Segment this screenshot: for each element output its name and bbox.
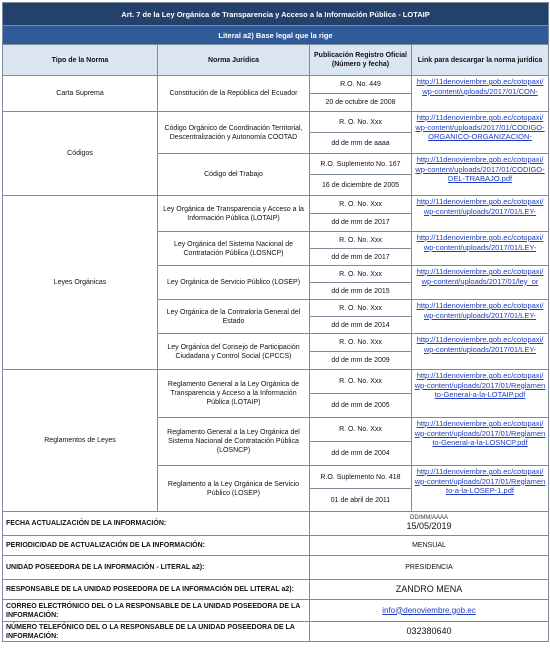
- publicacion-fecha: dd de mm de 2014: [310, 317, 412, 334]
- publicacion-numero: R. O. No. Xxx: [310, 112, 412, 133]
- publicacion-numero: R. O. No. Xxx: [310, 418, 412, 442]
- fecha-format-hint: DD/MM/AAAA: [409, 515, 448, 521]
- publicacion-fecha: dd de mm de aaaa: [310, 133, 412, 154]
- norma-cpccs: Ley Orgánica del Consejo de Participación Ciudadana y Control Social (CPCCS): [158, 334, 310, 370]
- publicacion-fecha: dd de mm de 2015: [310, 283, 412, 300]
- norma-reglamento-lotaip: Reglamento General a la Ley Orgánica de Transparencia y Acceso a la Información Pública (LOTAIP): [158, 370, 310, 418]
- telefono-label: NÚMERO TELEFÓNICO DEL O LA RESPONSABLE DE LA UNIDAD POSEEDORA DE LA INFORMACIÓN:: [3, 622, 310, 642]
- tipo-leyes-organicas: Leyes Orgánicas: [3, 196, 158, 370]
- publicacion-numero: R. O. No. Xxx: [310, 196, 412, 214]
- responsable-value: ZANDRO MENA: [310, 580, 549, 600]
- publicacion-fecha: 16 de diciembre de 2005: [310, 175, 412, 196]
- periodicidad-value: MENSUAL: [310, 536, 549, 556]
- publicacion-numero: R. O. No. Xxx: [310, 232, 412, 249]
- norma-codigo-trabajo: Código del Trabajo: [158, 154, 310, 196]
- fecha-actualizacion-label: FECHA ACTUALIZACIÓN DE LA INFORMACIÓN:: [3, 512, 310, 536]
- tipo-codigos: Códigos: [3, 112, 158, 196]
- unidad-poseedora-value: PRESIDENCIA: [310, 556, 549, 580]
- norma-lotaip: Ley Orgánica de Transparencia y Acceso a la Información Pública (LOTAIP): [158, 196, 310, 232]
- column-header-publicacion: Publicación Registro Oficial (Número y fecha): [310, 45, 412, 76]
- publicacion-fecha: dd de mm de 2017: [310, 214, 412, 232]
- tipo-reglamentos: Reglamentos de Leyes: [3, 370, 158, 512]
- download-link[interactable]: http://11denoviembre.gob.ec/cotopaxi/wp-content/uploads/2017/01/LEY-: [412, 232, 549, 266]
- norma-constitucion: Constitución de la República del Ecuador: [158, 76, 310, 112]
- page-title: Art. 7 de la Ley Orgánica de Transparencia y Acceso a la Información Pública - LOTAIP: [3, 3, 549, 26]
- norma-reglamento-losep: Reglamento a la Ley Orgánica de Servicio Público (LOSEP): [158, 466, 310, 512]
- norma-contraloria: Ley Orgánica de la Contraloría General del Estado: [158, 300, 310, 334]
- publicacion-fecha: dd de mm de 2004: [310, 442, 412, 466]
- correo-cell: [310, 600, 549, 622]
- column-header-tipo: Tipo de la Norma: [3, 45, 158, 76]
- publicacion-fecha: 01 de abril de 2011: [310, 489, 412, 512]
- publicacion-numero: R. O. No. Xxx: [310, 300, 412, 317]
- correo-link[interactable]: info@denoviembre.gob.ec: [382, 605, 476, 615]
- publicacion-numero: R.O. No. 449: [310, 76, 412, 94]
- norma-cootad: Código Orgánico de Coordinación Territorial, Descentralización y Autonomía COOTAD: [158, 112, 310, 154]
- lotaip-table: [2, 2, 549, 642]
- download-link[interactable]: http://11denoviembre.gob.ec/cotopaxi/wp-content/uploads/2017/01/CODIGO-ORGANICO-ORGANIZACION-: [412, 112, 549, 154]
- download-link[interactable]: http://11denoviembre.gob.ec/cotopaxi/wp-content/uploads/2017/01/LEY-: [412, 300, 549, 334]
- download-link[interactable]: http://11denoviembre.gob.ec/cotopaxi/wp-content/uploads/2017/01/CODIGO-DEL-TRABAJO.pdf: [412, 154, 549, 196]
- download-link[interactable]: http://11denoviembre.gob.ec/cotopaxi/wp-content/uploads/2017/01/LEY-: [412, 334, 549, 370]
- correo-label: CORREO ELECTRÓNICO DEL O LA RESPONSABLE DE LA UNIDAD POSEEDORA DE LA INFORMACIÓN:: [3, 600, 310, 622]
- column-header-norma: Norma Jurídica: [158, 45, 310, 76]
- column-header-link: Link para descargar la norma jurídica: [412, 45, 549, 76]
- norma-losncp: Ley Orgánica del Sistema Nacional de Contratación Pública (LOSNCP): [158, 232, 310, 266]
- publicacion-fecha: dd de mm de 2017: [310, 249, 412, 266]
- publicacion-fecha: dd de mm de 2009: [310, 352, 412, 370]
- fecha-actualizacion-value: [310, 512, 549, 536]
- download-link[interactable]: http://11denoviembre.gob.ec/cotopaxi/wp-content/uploads/2017/01/ley_or: [412, 266, 549, 300]
- download-link[interactable]: http://11denoviembre.gob.ec/cotopaxi/wp-content/uploads/2017/01/CON-: [412, 76, 549, 112]
- norma-losep: Ley Orgánica de Servicio Público (LOSEP): [158, 266, 310, 300]
- download-link[interactable]: http://11denoviembre.gob.ec/cotopaxi/wp-content/uploads/2017/01/LEY-: [412, 196, 549, 232]
- publicacion-fecha: dd de mm de 2005: [310, 394, 412, 418]
- unidad-poseedora-label: UNIDAD POSEEDORA DE LA INFORMACIÓN - LITERAL a2):: [3, 556, 310, 580]
- publicacion-numero: R. O. No. Xxx: [310, 370, 412, 394]
- norma-reglamento-losncp: Reglamento General a la Ley Orgánica del Sistema Nacional de Contratación Pública (LOSNCP): [158, 418, 310, 466]
- publicacion-numero: R. O. No. Xxx: [310, 334, 412, 352]
- download-link[interactable]: http://11denoviembre.gob.ec/cotopaxi/wp-content/uploads/2017/01/Reglamento-a-la-LOSEP-1.pdf: [412, 466, 549, 512]
- periodicidad-label: PERIODICIDAD DE ACTUALIZACIÓN DE LA INFORMACIÓN:: [3, 536, 310, 556]
- publicacion-fecha: 20 de octubre de 2008: [310, 94, 412, 112]
- publicacion-numero: R. O. No. Xxx: [310, 266, 412, 283]
- fecha-value: 15/05/2019: [406, 521, 452, 531]
- telefono-value: 032380640: [310, 622, 549, 642]
- download-link[interactable]: http://11denoviembre.gob.ec/cotopaxi/wp-content/uploads/2017/01/Reglamento-General-a-la-LOTAIP.pdf: [412, 370, 549, 418]
- responsable-label: RESPONSABLE DE LA UNIDAD POSEEDORA DE LA INFORMACIÓN DEL LITERAL a2):: [3, 580, 310, 600]
- publicacion-numero: R.O. Suplemento No. 418: [310, 466, 412, 489]
- publicacion-numero: R.O. Suplemento No. 167: [310, 154, 412, 175]
- tipo-carta-suprema: Carta Suprema: [3, 76, 158, 112]
- download-link[interactable]: http://11denoviembre.gob.ec/cotopaxi/wp-content/uploads/2017/01/Reglamento-General-a-la-LOSNCP.pdf: [412, 418, 549, 466]
- section-subtitle: Literal a2) Base legal que la rige: [3, 26, 549, 45]
